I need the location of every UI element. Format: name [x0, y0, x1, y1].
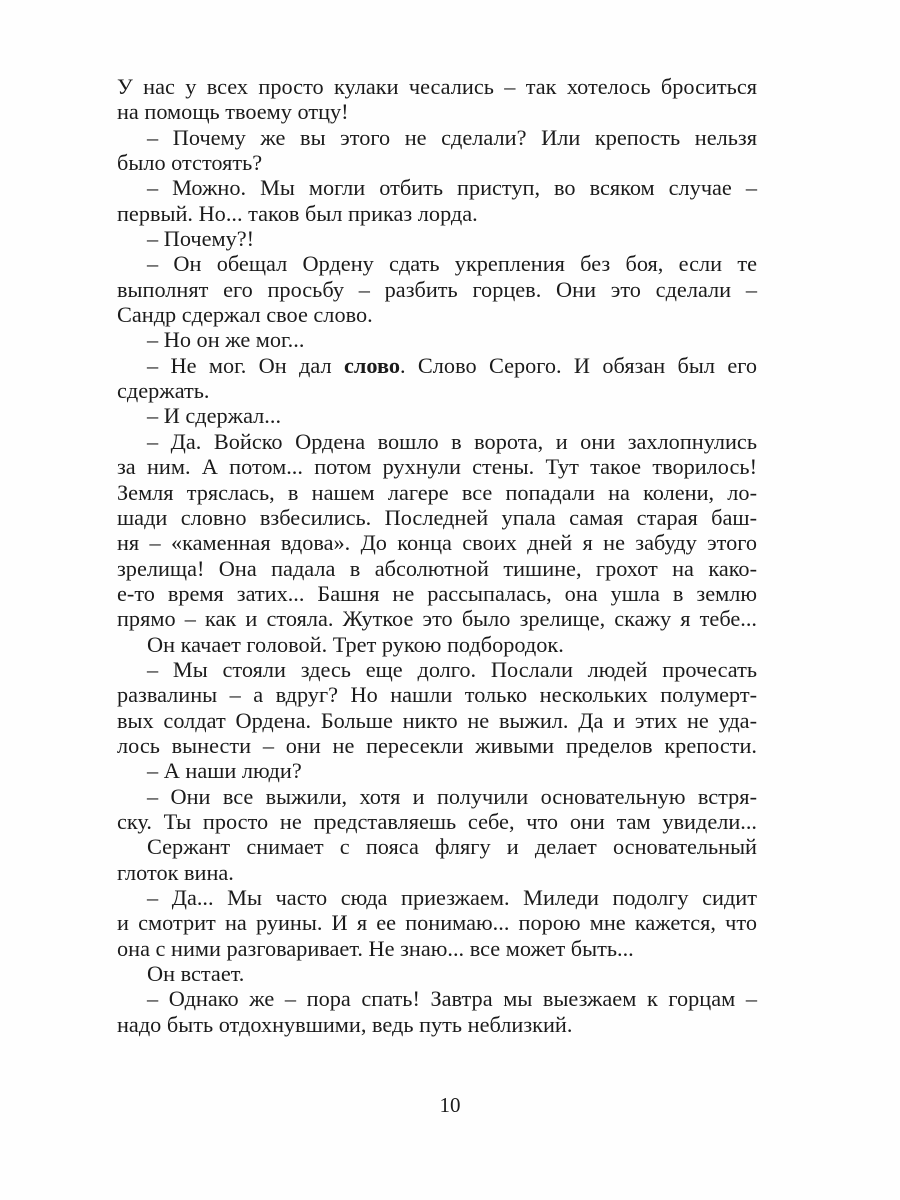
- text-line: – Мы стояли здесь еще долго. Послали людей прочесать: [147, 656, 757, 682]
- text-line: – Да... Мы часто сюда приезжаем. Миледи подолгу сидит: [147, 885, 757, 910]
- text-line: первый. Но... таков был приказ лорда.: [117, 200, 478, 226]
- body-text: [117, 74, 757, 1037]
- text-line: зрелища! Она падала в абсолютной тишине, грохот на како-: [117, 555, 757, 581]
- text-line: Он качает головой. Трет рукою подбородок.: [147, 631, 564, 657]
- text-line: сдержать.: [117, 378, 210, 404]
- text-line: глоток вина.: [117, 859, 234, 885]
- text-line: – Почему же вы этого не сделали? Или крепость нельзя: [147, 124, 757, 150]
- text-line: – И сдержал...: [147, 403, 282, 429]
- text-line: лось вынести – они не пересекли живыми пределов крепости.: [117, 732, 757, 758]
- text-line: на помощь твоему отцу!: [117, 99, 349, 125]
- text-line: – Он обещал Ордену сдать укрепления без боя, если те: [147, 251, 757, 277]
- text-line: – Но он же мог...: [147, 327, 305, 353]
- text-line: ску. Ты просто не представляешь себе, что они там увидели...: [117, 808, 757, 834]
- text-line: Сандр сдержал свое слово.: [117, 302, 373, 328]
- text-line: – Однако же – пора спать! Завтра мы выезжаем к горцам –: [147, 986, 757, 1012]
- text-line: – Они все выжили, хотя и получили основательную встря-: [147, 783, 757, 809]
- text-line: Земля тряслась, в нашем лагере все попадали на колени, ло-: [117, 479, 757, 505]
- text-line: е-то время затих... Башня не рассыпалась, она ушла в землю: [117, 580, 757, 606]
- text-line: было отстоять?: [117, 150, 263, 176]
- emphasized-word: слово: [343, 352, 400, 378]
- page-number: 10: [439, 1093, 461, 1117]
- text-line: ня – «каменная вдова». До конца своих дней я не забуду этого: [117, 530, 757, 556]
- text-line: – А наши люди?: [147, 758, 302, 784]
- text-line: она с ними разговаривает. Не знаю... все может быть...: [117, 935, 634, 961]
- text-line: и смотрит на руины. И я ее понимаю... порою мне кажется, что: [117, 910, 757, 936]
- text-line: развалины – а вдруг? Но нашли только нескольких полумерт-: [117, 682, 757, 708]
- text-line: У нас у всех просто кулаки чесались – так хотелось броситься: [117, 74, 757, 99]
- text-line: шади словно взбесились. Последней упала самая старая баш-: [117, 504, 757, 530]
- text-line: надо быть отдохнувшими, ведь путь неблизкий.: [117, 1011, 573, 1037]
- text-line: вых солдат Ордена. Больше никто не выжил. Да и этих не уда-: [117, 707, 757, 733]
- text-line: – Почему?!: [147, 226, 255, 252]
- text-line: [117, 353, 757, 378]
- text-segment: – Не мог. Он дал: [147, 352, 344, 378]
- text-line: прямо – как и стояла. Жуткое это было зрелище, скажу я тебе...: [117, 606, 757, 632]
- text-line: – Да. Войско Ордена вошло в ворота, и они захлопнулись: [147, 428, 757, 454]
- text-line: выполнят его просьбу – разбить горцев. Они это сделали –: [117, 276, 757, 302]
- text-segment: . Слово Серого. И обязан был его: [400, 352, 757, 378]
- text-line: Сержант снимает с пояса флягу и делает основательный: [147, 834, 757, 860]
- text-line: – Можно. Мы могли отбить приступ, во всяком случае –: [147, 175, 757, 201]
- text-line: Он встает.: [147, 961, 245, 987]
- text-line: за ним. А потом... потом рухнули стены. Тут такое творилось!: [117, 454, 757, 480]
